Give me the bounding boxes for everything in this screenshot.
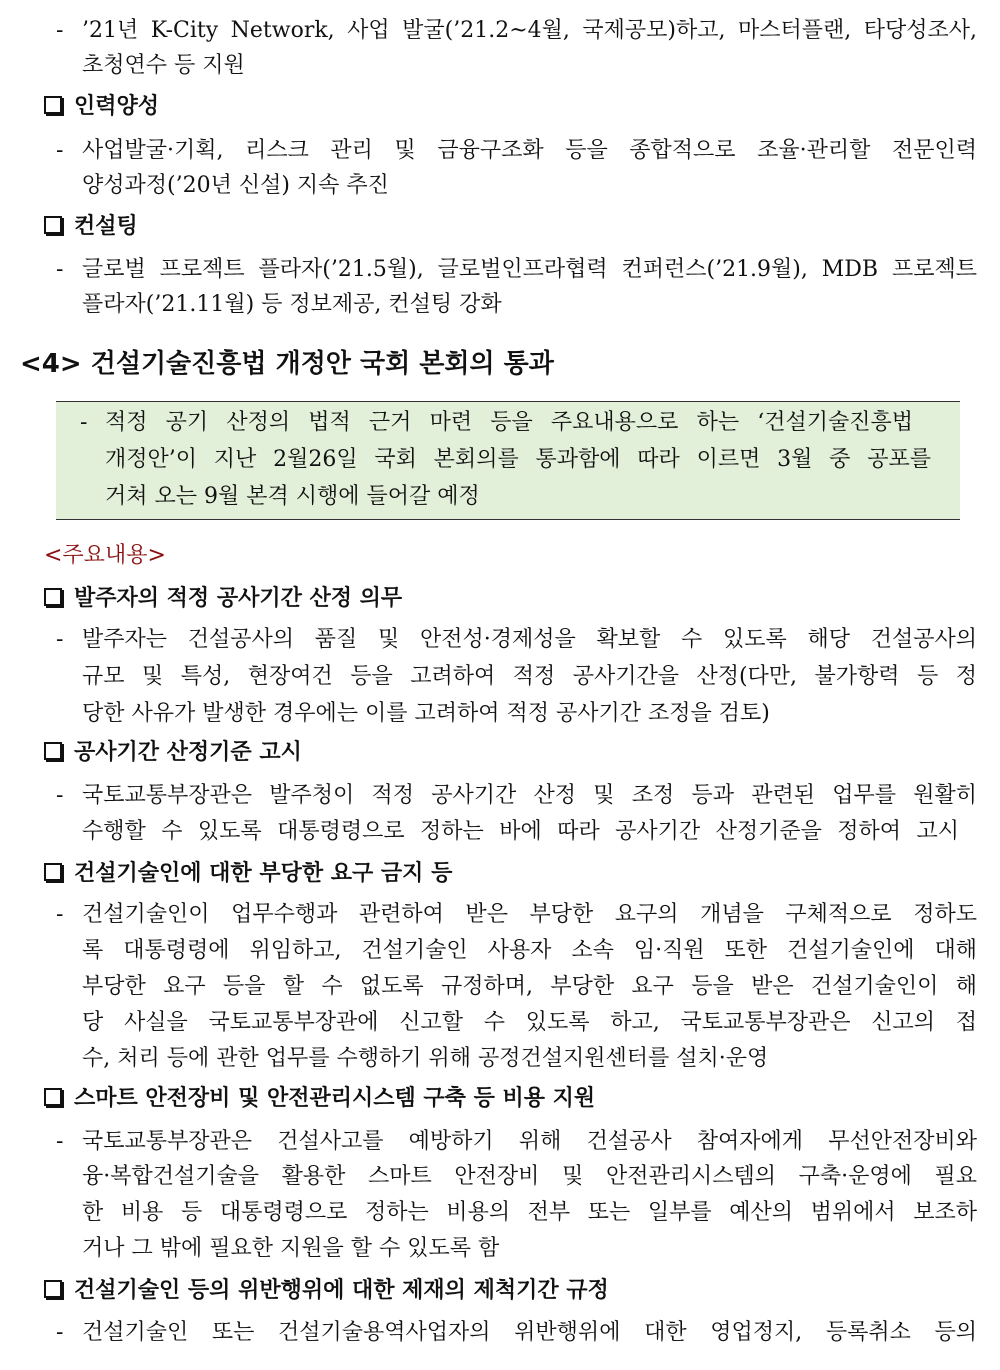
item-heading — [44, 582, 402, 616]
summary-box — [56, 401, 960, 520]
item-heading — [44, 1082, 595, 1116]
body-line: 건설기술인 또는 건설기술용역사업자의 위반행위에 대한 영업정지, 등록취소 등의 — [82, 1320, 977, 1345]
body-line: 융·복합건설기술을 활용한 스마트 안전장비 및 안전관리시스템의 구축·운영에 필요 — [82, 1164, 977, 1189]
heading-text: 공사기간 산정기준 고시 — [74, 740, 302, 765]
item-heading — [44, 736, 302, 770]
dash-marker: - — [56, 1129, 64, 1154]
checkbox-square-icon — [44, 1280, 62, 1298]
checkbox-square-icon — [44, 1088, 62, 1106]
body-line: 초청연수 등 지원 — [82, 53, 245, 78]
checkbox-square-icon — [44, 742, 62, 760]
body-line: ’21년 K-City Network, 사업 발굴(’21.2~4월, 국제공모)하고, 마스터플랜, 타당성조사, — [82, 18, 977, 43]
body-line: 수, 처리 등에 관한 업무를 수행하기 위해 공정건설지원센터를 설치·운영 — [82, 1046, 769, 1071]
body-line: 한 비용 등 대통령령으로 정하는 비용의 전부 또는 일부를 예산의 범위에서 보조하 — [82, 1200, 977, 1225]
dash-marker: - — [80, 410, 88, 435]
checkbox-square-icon — [44, 588, 62, 606]
body-line: 록 대통령령에 위임하고, 건설기술인 사용자 소속 임·직원 또한 건설기술인에 대해 — [82, 938, 977, 963]
heading-text: 컨설팅 — [74, 214, 138, 239]
dash-marker: - — [56, 18, 64, 43]
section-heading — [44, 90, 159, 124]
summary-line: 적정 공기 산정의 법적 근거 마련 등을 주요내용으로 하는 ‘건설기술진흥법 — [105, 410, 913, 435]
body-line: 국토교통부장관은 건설사고를 예방하기 위해 건설공사 참여자에게 무선안전장비와 — [82, 1129, 977, 1154]
dash-marker: - — [56, 138, 64, 163]
checkbox-square-icon — [44, 863, 62, 881]
dash-marker: - — [56, 257, 64, 282]
body-line: 국토교통부장관은 발주청이 적정 공사기간 산정 및 조정 등과 관련된 업무를 원활히 — [82, 783, 977, 808]
body-line: 부당한 요구 등을 할 수 없도록 규정하며, 부당한 요구 등을 받은 건설기술인이 해 — [82, 974, 977, 999]
body-line: 플라자(’21.11월) 등 정보제공, 컨설팅 강화 — [82, 292, 502, 317]
heading-text: 인력양성 — [74, 94, 160, 119]
dash-marker: - — [56, 627, 64, 652]
heading-text: 건설기술인 등의 위반행위에 대한 제재의 제척기간 규정 — [74, 1278, 609, 1303]
body-line: 수행할 수 있도록 대통령령으로 정하는 바에 따라 공사기간 산정기준을 정하여 고시 — [82, 819, 959, 844]
body-line: 사업발굴·기획, 리스크 관리 및 금융구조화 등을 종합적으로 조율·관리할 전문인력 — [82, 138, 977, 163]
body-line: 거나 그 밖에 필요한 지원을 할 수 있도록 함 — [82, 1236, 500, 1261]
heading-text: 스마트 안전장비 및 안전관리시스템 구축 등 비용 지원 — [74, 1086, 596, 1111]
item-heading — [44, 857, 452, 891]
heading-text: 발주자의 적정 공사기간 산정 의무 — [74, 586, 403, 611]
dash-marker: - — [56, 902, 64, 927]
body-line: 양성과정(’20년 신설) 지속 추진 — [82, 173, 389, 198]
body-line: 글로벌 프로젝트 플라자(’21.5월), 글로벌인프라협력 컨퍼런스(’21.9월), MDB 프로젝트 — [82, 257, 977, 282]
body-line: 규모 및 특성, 현장여건 등을 고려하여 적정 공사기간을 산정(다만, 불가항력 등 정 — [82, 664, 977, 689]
summary-line: 거쳐 오는 9월 본격 시행에 들어갈 예정 — [105, 484, 480, 509]
dash-marker: - — [56, 783, 64, 808]
heading-text: 건설기술인에 대한 부당한 요구 금지 등 — [74, 861, 453, 886]
summary-line: 개정안’이 지난 2월26일 국회 본회의를 통과함에 따라 이르면 3월 중 공포를 — [105, 447, 931, 472]
checkbox-square-icon — [44, 216, 62, 234]
body-line: 발주자는 건설공사의 품질 및 안전성·경제성을 확보할 수 있도록 해당 건설공사의 — [82, 627, 977, 652]
sub-label: <주요내용> — [44, 543, 166, 568]
item-heading — [44, 1274, 609, 1308]
checkbox-square-icon — [44, 96, 62, 114]
body-line: 건설기술인이 업무수행과 관련하여 받은 부당한 요구의 개념을 구체적으로 정하도 — [82, 902, 977, 927]
body-line: 당 사실을 국토교통부장관에 신고할 수 있도록 하고, 국토교통부장관은 신고의 접 — [82, 1010, 977, 1035]
dash-marker: - — [56, 1320, 64, 1345]
section-title: <4> 건설기술진흥법 개정안 국회 본회의 통과 — [20, 349, 554, 379]
body-line: 당한 사유가 발생한 경우에는 이를 고려하여 적정 공사기간 조정을 검토) — [82, 701, 770, 726]
section-heading — [44, 210, 138, 244]
